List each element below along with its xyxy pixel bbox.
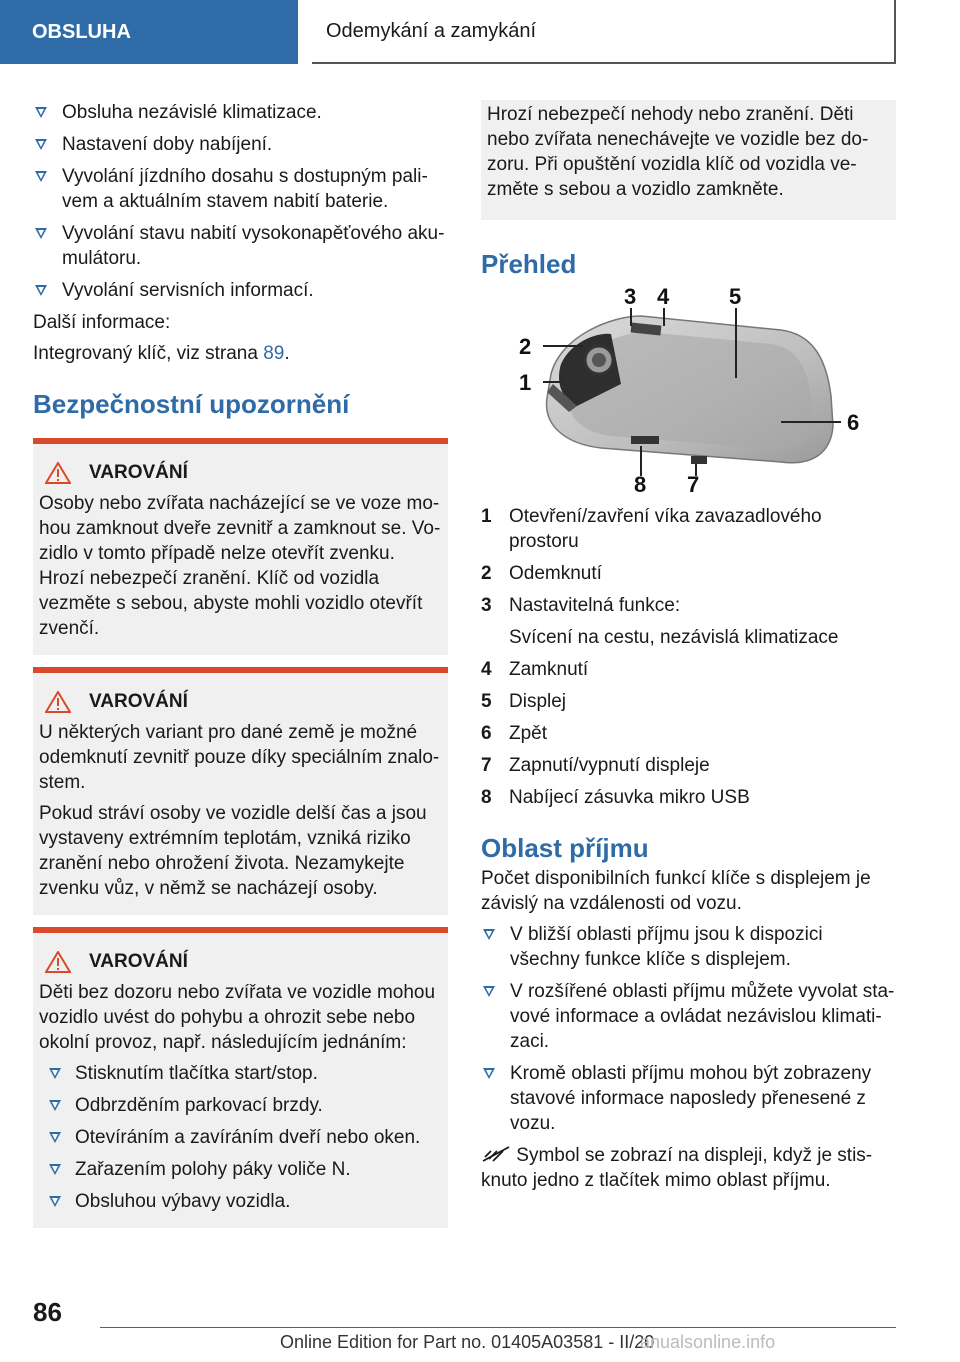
bullet-triangle-icon <box>35 139 47 150</box>
warning-text: Hrozí nebezpečí nehody nebo zranění. Děti nebo zvířata nenechávejte ve vozidle bez do-zoru. Při opuštění vozidla klíč od vozidla ve-změte s sebou a vozidlo zamkněte. <box>487 104 869 200</box>
callout-row: 1 Otevření/zavření víka zavazadlového prostoru <box>481 506 822 552</box>
chapter-header <box>312 0 896 64</box>
warning-list <box>39 1061 442 1214</box>
warning-box <box>33 438 448 655</box>
warning-text: U některých variant pro dané země je možné odemknutí zevnitř pouze díky speciálním znalo-stem. <box>39 722 440 793</box>
section-title: OBSLUHA <box>32 20 131 43</box>
figure-label: 1 <box>519 370 532 395</box>
page-link[interactable]: 89 <box>263 343 285 364</box>
list-item: V bližší oblasti příjmu jsou k dispozici všechny funkce klíče s displejem. <box>481 922 896 972</box>
bullet-triangle-icon <box>49 1068 61 1079</box>
bullet-triangle-icon <box>49 1100 61 1111</box>
figure-label: 7 <box>687 472 700 497</box>
list-item: V rozšířené oblasti příjmu můžete vyvolat sta-vové informace a ovládat nezávislou klimati-zaci. <box>481 979 896 1054</box>
figure-label: 6 <box>847 410 860 435</box>
warning-triangle-icon <box>45 462 71 484</box>
callout-row: 7 Zapnutí/vypnutí displeje <box>481 755 710 776</box>
callout-row: 5 Displej <box>481 691 567 712</box>
bullet-triangle-icon <box>483 1068 495 1079</box>
chapter-title: Odemykání a zamykání <box>326 19 537 42</box>
range-heading: Oblast příjmu <box>481 833 649 863</box>
footer-divider <box>100 1327 896 1328</box>
display-key-illustration <box>481 286 896 498</box>
bullet-triangle-icon <box>35 228 47 239</box>
display-key-figure <box>481 286 896 498</box>
callout-row: 3 Nastavitelná funkce: <box>481 595 681 616</box>
warning-title: VAROVÁNÍ <box>45 949 442 974</box>
bullet-triangle-icon <box>483 929 495 940</box>
callout-row: 4 Zamknutí <box>481 659 589 680</box>
page-number: 86 <box>33 1297 62 1327</box>
out-of-range-signal-icon <box>481 1145 511 1163</box>
list-item: Nastavení doby nabíjení. <box>33 132 448 157</box>
list-item: Odbrzděním parkovací brzdy. <box>39 1093 442 1118</box>
warning-text: Osoby nebo zvířata nacházející se ve voze mo-hou zamknout dveře zevnitř a zamknout se. Vo-zidlo v tomto případě nelze otevřít zvenku. Hrozí nebezpečí zranění. Klíč od vozidla vezměte s sebou, abyste mohli vozidlo otevřít zvenčí. <box>39 493 441 639</box>
list-item: Otevíráním a zavíráním dveří nebo oken. <box>39 1125 442 1150</box>
list-item: Kromě oblasti příjmu mohou být zobrazeny stavové informace naposledy přenesené z vozu. <box>481 1061 896 1136</box>
figure-label: 3 <box>624 286 637 309</box>
footer-edition: Online Edition for Part no. 01405A03581 - II/20 <box>280 1332 655 1352</box>
callout-row: Svícení na cestu, nezávislá klimatizace <box>509 627 839 648</box>
list-item: Vyvolání jízdního dosahu s dostupným pali-vem a aktuálním stavem nabití baterie. <box>33 164 448 214</box>
left-column <box>33 100 448 1228</box>
figure-label: 4 <box>657 286 670 309</box>
bullet-triangle-icon <box>49 1196 61 1207</box>
callout-row: 8 Nabíjecí zásuvka mikro USB <box>481 787 750 808</box>
bullet-triangle-icon <box>35 107 47 118</box>
watermark: anualsonline.info <box>640 1332 776 1352</box>
range-text: Počet disponibilních funkcí klíče s displejem je závislý na vzdálenosti od vozu. <box>481 868 871 914</box>
warning-title: VAROVÁNÍ <box>45 460 442 485</box>
bullet-triangle-icon <box>35 285 47 296</box>
warning-box <box>33 667 448 915</box>
warning-continuation-box <box>481 100 896 220</box>
callout-list <box>481 504 896 810</box>
feature-list <box>33 100 448 303</box>
right-column <box>481 100 896 1199</box>
overview-heading: Přehled <box>481 249 577 279</box>
warning-triangle-icon <box>45 691 71 713</box>
list-item: Obsluha nezávislé klimatizace. <box>33 100 448 125</box>
range-list <box>481 922 896 1136</box>
list-item: Stisknutím tlačítka start/stop. <box>39 1061 442 1086</box>
list-item: Zařazením polohy páky voliče N. <box>39 1157 442 1182</box>
warning-title: VAROVÁNÍ <box>45 689 442 714</box>
integrated-key-ref: Integrovaný klíč, viz strana 89. <box>33 343 290 364</box>
figure-label: 2 <box>519 334 532 359</box>
list-item: Obsluhou výbavy vozidla. <box>39 1189 442 1214</box>
figure-label: 8 <box>634 472 647 497</box>
safety-heading: Bezpečnostní upozornění <box>33 389 350 419</box>
bullet-triangle-icon <box>35 171 47 182</box>
warning-text: Pokud stráví osoby ve vozidle delší čas a jsou vystaveny extrémním teplotám, vzniká riziko zranění nebo ohrožení života. Nezamykejte zvenku vůz, v němž se nacházejí osoby. <box>39 803 427 899</box>
bullet-triangle-icon <box>49 1164 61 1175</box>
bullet-triangle-icon <box>483 986 495 997</box>
figure-label: 5 <box>729 286 742 309</box>
more-info-label: Další informace: <box>33 312 171 333</box>
list-item: Vyvolání servisních informací. <box>33 278 448 303</box>
section-tab <box>0 0 298 64</box>
symbol-note: Symbol se zobrazí na displeji, když je stis-knuto jedno z tlačítek mimo oblast příjmu. <box>481 1145 873 1191</box>
warning-triangle-icon <box>45 951 71 973</box>
callout-row: 2 Odemknutí <box>481 563 602 584</box>
callout-row: 6 Zpět <box>481 723 548 744</box>
warning-box <box>33 927 448 1228</box>
bullet-triangle-icon <box>49 1132 61 1143</box>
warning-text: Děti bez dozoru nebo zvířata ve vozidle mohou vozidlo uvést do pohybu a ohrozit sebe nebo okolní provoz, např. následujícím jednáním: <box>39 982 436 1053</box>
list-item: Vyvolání stavu nabití vysokonapěťového aku-mulátoru. <box>33 221 448 271</box>
